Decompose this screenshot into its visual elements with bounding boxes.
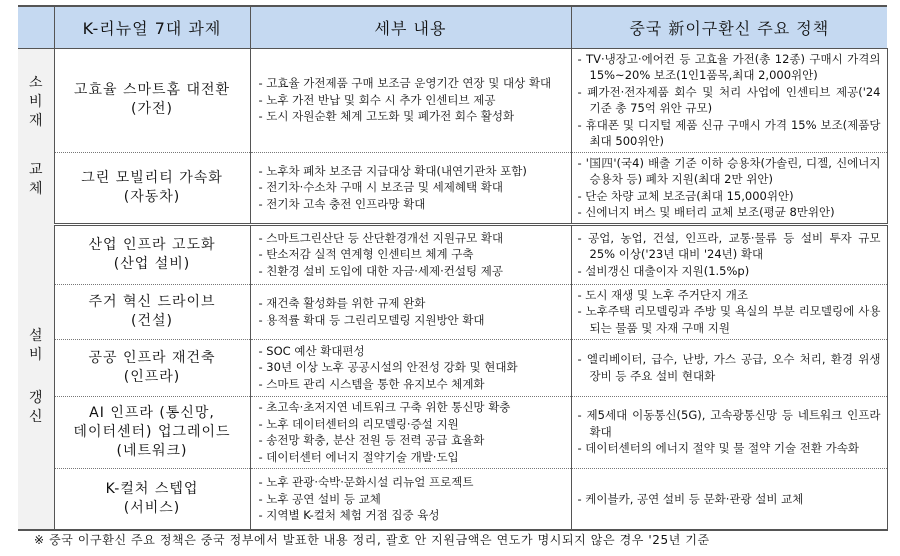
detail-item: - 재건축 활성화를 위한 규제 완화 — [258, 296, 426, 310]
task-title: 고효율 스마트홈 대전환 — [73, 82, 231, 98]
china-policy-item: - 도시 재생 및 노후 주거단지 개조 — [577, 287, 748, 302]
detail-item: - 노후 가전 반납 및 회수 시 추가 인센티브 제공 — [258, 92, 496, 107]
detail-cell — [250, 152, 571, 224]
detail-item: - 스마트그린산단 등 산단환경개선 지원규모 확대 — [258, 230, 504, 245]
table-row — [18, 224, 887, 284]
table-row — [18, 152, 887, 224]
china-policy-item: - 엘리베이터, 급수, 난방, 가스 공급, 오수 처리, 환경 위생 장비 등 주요 설비 현대화 — [577, 352, 881, 383]
china-policy-item: - TV·냉장고·에어컨 등 고효율 가전(총 12종) 구매시 가격의 15%~20% 보조(1인1품목,최대 2,000위안) — [577, 51, 881, 82]
header-detail: 세부 내용 — [250, 6, 571, 48]
task-title: 주거 혁신 드라이브 — [88, 293, 216, 310]
detail-item: - 용적률 확대 등 그린리모델링 지원방안 확대 — [258, 312, 485, 327]
table-header-row — [18, 6, 887, 48]
detail-item: - 지역별 K-컬처 체험 거점 집중 육성 — [258, 508, 440, 522]
task-cell — [54, 396, 250, 468]
task-title: 공공 인프라 재건축 — [88, 349, 216, 366]
category-spacer — [18, 131, 54, 161]
task-sector: (서비스) — [123, 499, 181, 516]
detail-cell — [250, 224, 571, 284]
china-policy-item: - 제5세대 이동통신(5G), 고속광통신망 등 네트워크 인프라 확대 — [577, 408, 881, 439]
detail-item: - 탄소저감 실적 연계형 인센티브 체계 구축 — [258, 247, 474, 262]
detail-item: - 노후 데이터센터의 리모델링·증설 지원 — [258, 416, 459, 431]
detail-item: - 스마트 관리 시스템을 통한 유지보수 체계화 — [258, 376, 485, 391]
detail-cell — [250, 284, 571, 339]
detail-item: - 30년 이상 노후 공공시설의 안전성 강화 및 현대화 — [258, 360, 518, 375]
task-sector: (네트워크) — [116, 442, 188, 459]
category-spacer — [18, 365, 54, 389]
task-sector: (건설) — [131, 312, 173, 329]
china-policy-item: - 데이터센터의 에너지 절약 및 물 절약 기술 전환 가속화 — [577, 441, 859, 456]
task-sector: (자동차) — [123, 188, 181, 205]
table-row — [18, 468, 887, 530]
category-char: 비 — [28, 346, 43, 363]
footnote: ※ 중국 이구환신 주요 정책은 중국 정부에서 발표한 내용 정리, 괄호 안 지원금액은 연도가 명시되지 않은 경우 '25년 기준 — [34, 533, 710, 547]
china-policy-cell — [571, 48, 887, 152]
china-policy-item: - 휴대폰 및 디지털 제품 신규 구매시 가격 15% 보조(제품당 최대 500위안) — [577, 117, 881, 148]
china-policy-item: - 단순 차량 교체 보조금(최대 15,000위안) — [577, 188, 794, 203]
detail-item: - 노후 관광·숙박·문화시설 리뉴얼 프로젝트 — [258, 475, 474, 489]
china-policy-cell — [571, 284, 887, 339]
task-sector: (인프라) — [123, 368, 181, 385]
policy-comparison-table — [18, 5, 888, 531]
task-sector: (산업 설비) — [113, 255, 191, 272]
category-char: 교 — [28, 161, 43, 178]
china-policy-item: - 케이블카, 공연 설비 등 문화·관광 설비 교체 — [577, 491, 804, 506]
china-policy-item: - 신에너지 버스 및 배터리 교체 보조(평균 8만위안) — [577, 205, 835, 219]
task-cell — [54, 224, 250, 284]
task-title: AI 인프라 (통신망, — [89, 404, 215, 421]
china-policy-cell — [571, 339, 887, 396]
china-policy-cell — [571, 396, 887, 468]
category-facility-renewal — [18, 224, 54, 530]
detail-cell — [250, 396, 571, 468]
detail-item: - 전기차 고속 충전 인프라망 확대 — [258, 196, 426, 211]
detail-item: - 노후 공연 설비 등 교체 — [258, 491, 381, 506]
table-row — [18, 396, 887, 468]
china-policy-item: - 설비갱신 대출이자 지원(1.5%p) — [577, 263, 750, 278]
task-title: 그린 모빌리티 가속화 — [81, 169, 223, 186]
header-category — [18, 6, 54, 48]
category-char: 갱 — [28, 389, 43, 406]
task-title-continued: 데이터센터) 업그레이드 — [73, 423, 231, 440]
detail-cell — [250, 339, 571, 396]
china-policy-item: - 노후주택 리모델링과 주방 및 욕실의 부분 리모델링에 사용되는 물품 및 자재 구매 지원 — [577, 304, 881, 335]
category-char: 설 — [28, 327, 43, 344]
task-title: 산업 인프라 고도화 — [88, 236, 216, 253]
detail-item: - 고효율 가전제품 구매 보조금 운영기간 연장 및 대상 확대 — [258, 76, 552, 91]
task-cell — [54, 284, 250, 339]
header-task: K-리뉴얼 7대 과제 — [54, 6, 250, 48]
category-char: 신 — [28, 408, 43, 425]
header-china-policy: 중국 新이구환신 주요 정책 — [571, 6, 887, 48]
detail-item: - 전기차·수소차 구매 시 보조금 및 세제혜택 확대 — [258, 180, 503, 195]
detail-item: - 송전망 확충, 분산 전원 등 전력 공급 효율화 — [258, 433, 485, 447]
task-cell — [54, 339, 250, 396]
china-policy-item: - 공업, 농업, 건설, 인프라, 교통·물류 등 설비 투자 규모 25% 이상('23년 대비 '24년) 확대 — [577, 230, 881, 262]
task-sector: (가전) — [131, 101, 173, 117]
detail-cell — [250, 468, 571, 530]
china-policy-item: - '国四'(국4) 배출 기준 이하 승용차(가솔린, 디젤, 신에너지 승용차 등) 폐차 지원(최대 2만 위안) — [577, 155, 881, 186]
detail-item: - SOC 예산 확대편성 — [258, 343, 365, 358]
table-row — [18, 339, 887, 396]
detail-cell — [250, 48, 571, 152]
task-cell — [54, 48, 250, 152]
detail-item: - 데이터센터 에너지 절약기술 개발·도입 — [258, 449, 459, 464]
table-row — [18, 284, 887, 339]
category-char: 체 — [28, 180, 43, 197]
detail-item: - 도시 자원순환 체계 고도화 및 폐가전 회수 활성화 — [258, 109, 515, 124]
china-policy-item: - 폐가전·전자제품 회수 및 처리 사업에 인센티브 제공('24 기준 총 75억 위안 규모) — [577, 84, 881, 115]
china-policy-cell — [571, 468, 887, 530]
category-char: 소 — [28, 74, 43, 91]
china-policy-cell — [571, 152, 887, 224]
detail-item: - 친환경 설비 도입에 대한 자금·세제·컨설팅 제공 — [258, 263, 503, 278]
category-consumer-goods — [18, 48, 54, 224]
task-cell — [54, 468, 250, 530]
task-title: K-컬처 스텝업 — [105, 480, 199, 497]
detail-item: - 노후차 폐차 보조금 지급대상 확대(내연기관차 포함) — [258, 163, 527, 178]
table-row — [18, 48, 887, 152]
category-char: 재 — [28, 112, 43, 129]
task-cell — [54, 152, 250, 224]
category-char: 비 — [28, 93, 43, 110]
china-policy-cell — [571, 224, 887, 284]
detail-item: - 초고속·초저지연 네트워크 구축 위한 통신망 확충 — [258, 400, 511, 414]
